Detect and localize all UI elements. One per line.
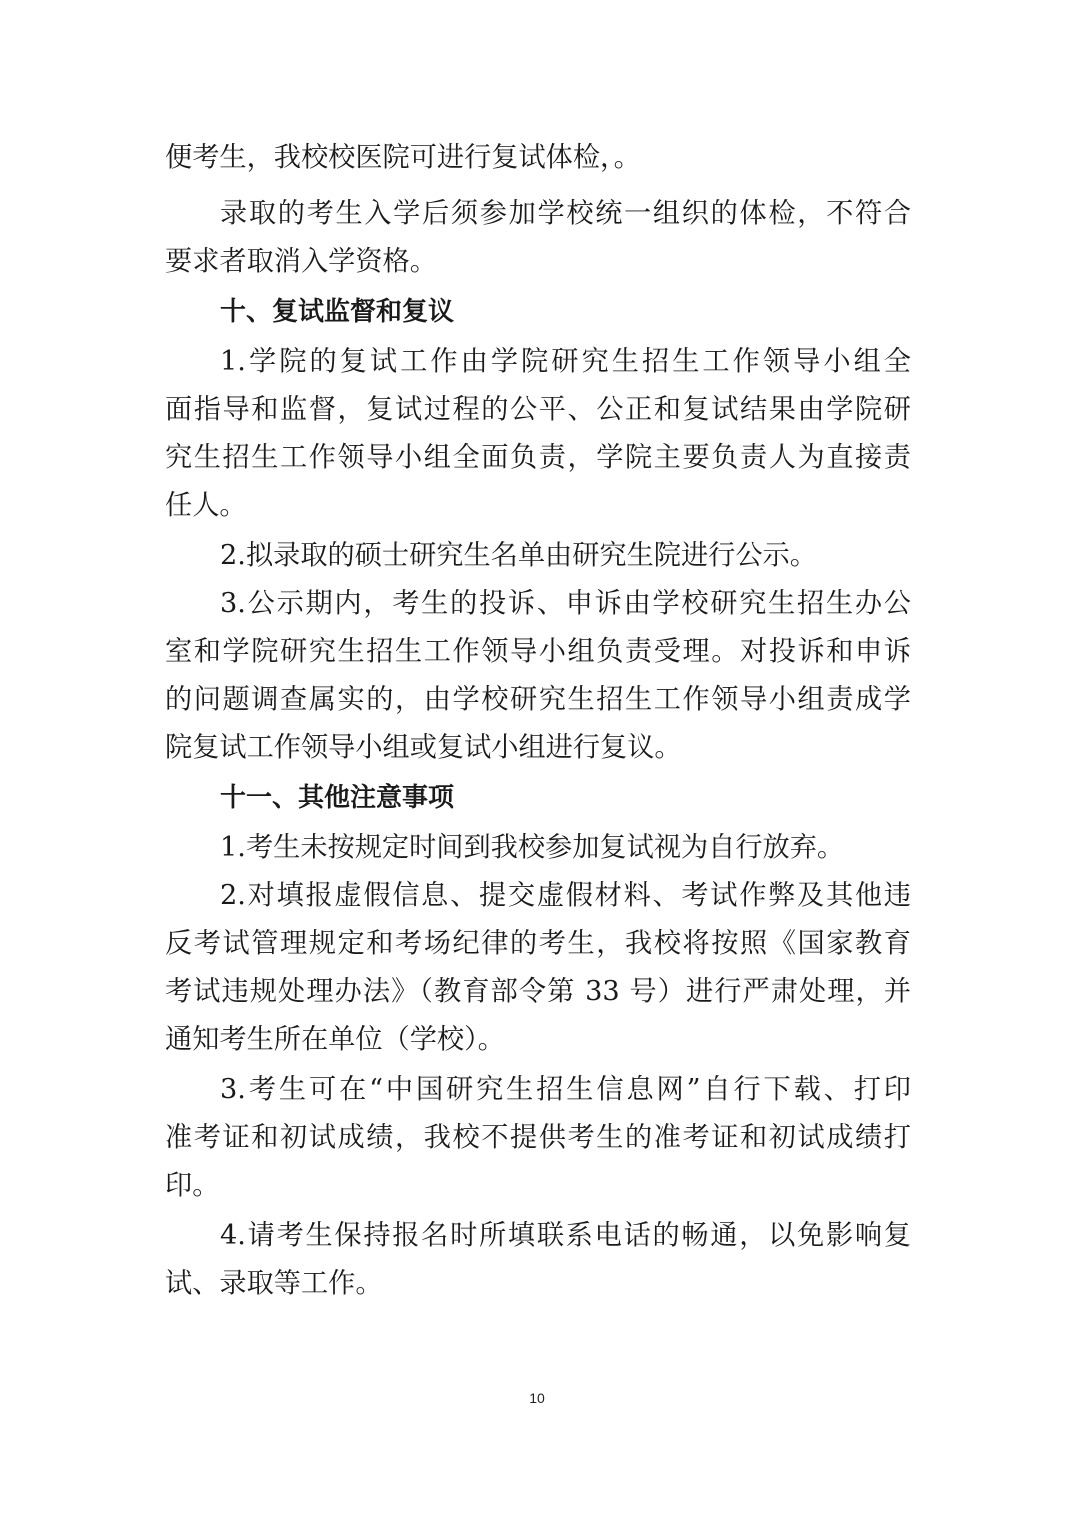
body-line: 的问题调查属实的，由学校研究生招生工作领导小组责成学 (165, 684, 911, 715)
body-line: 试、录取等工作。 (165, 1268, 383, 1299)
body-line: 录取的考生入学后须参加学校统一组织的体检，不符合 (220, 198, 911, 229)
body-line: 考试违规处理办法》（教育部令第 33 号）进行严肃处理，并 (165, 976, 911, 1007)
body-line: 2.拟录取的硕士研究生名单由研究生院进行公示。 (220, 540, 817, 571)
body-line: 便考生，我校校医院可进行复试体检，。 (165, 142, 641, 173)
page-number: 10 (529, 1390, 545, 1406)
section-heading-11: 十一、其他注意事项 (220, 783, 455, 813)
body-line: 3.公示期内，考生的投诉、申诉由学校研究生招生办公 (220, 588, 911, 619)
body-line: 1.考生未按规定时间到我校参加复试视为自行放弃。 (220, 832, 845, 863)
body-line: 印。 (165, 1170, 220, 1201)
section-heading-10: 十、复试监督和复议 (220, 297, 455, 327)
body-line: 4.请考生保持报名时所填联系电话的畅通，以免影响复 (220, 1220, 911, 1251)
body-line: 准考证和初试成绩，我校不提供考生的准考证和初试成绩打 (165, 1122, 911, 1153)
body-line: 面指导和监督，复试过程的公平、公正和复试结果由学院研 (165, 394, 911, 425)
body-line: 室和学院研究生招生工作领导小组负责受理。对投诉和申诉 (165, 636, 911, 667)
body-line: 通知考生所在单位（学校）。 (165, 1024, 505, 1055)
body-line: 究生招生工作领导小组全面负责，学院主要负责人为直接责 (165, 442, 911, 473)
body-line: 3.考生可在“中国研究生招生信息网”自行下载、打印 (220, 1074, 911, 1105)
body-line: 任人。 (165, 490, 247, 521)
body-line: 要求者取消入学资格。 (165, 246, 437, 277)
body-line: 1.学院的复试工作由学院研究生招生工作领导小组全 (220, 346, 911, 377)
body-line: 院复试工作领导小组或复试小组进行复议。 (165, 732, 682, 763)
body-line: 2.对填报虚假信息、提交虚假材料、考试作弊及其他违 (220, 880, 911, 911)
body-line: 反考试管理规定和考场纪律的考生，我校将按照《国家教育 (165, 928, 911, 959)
